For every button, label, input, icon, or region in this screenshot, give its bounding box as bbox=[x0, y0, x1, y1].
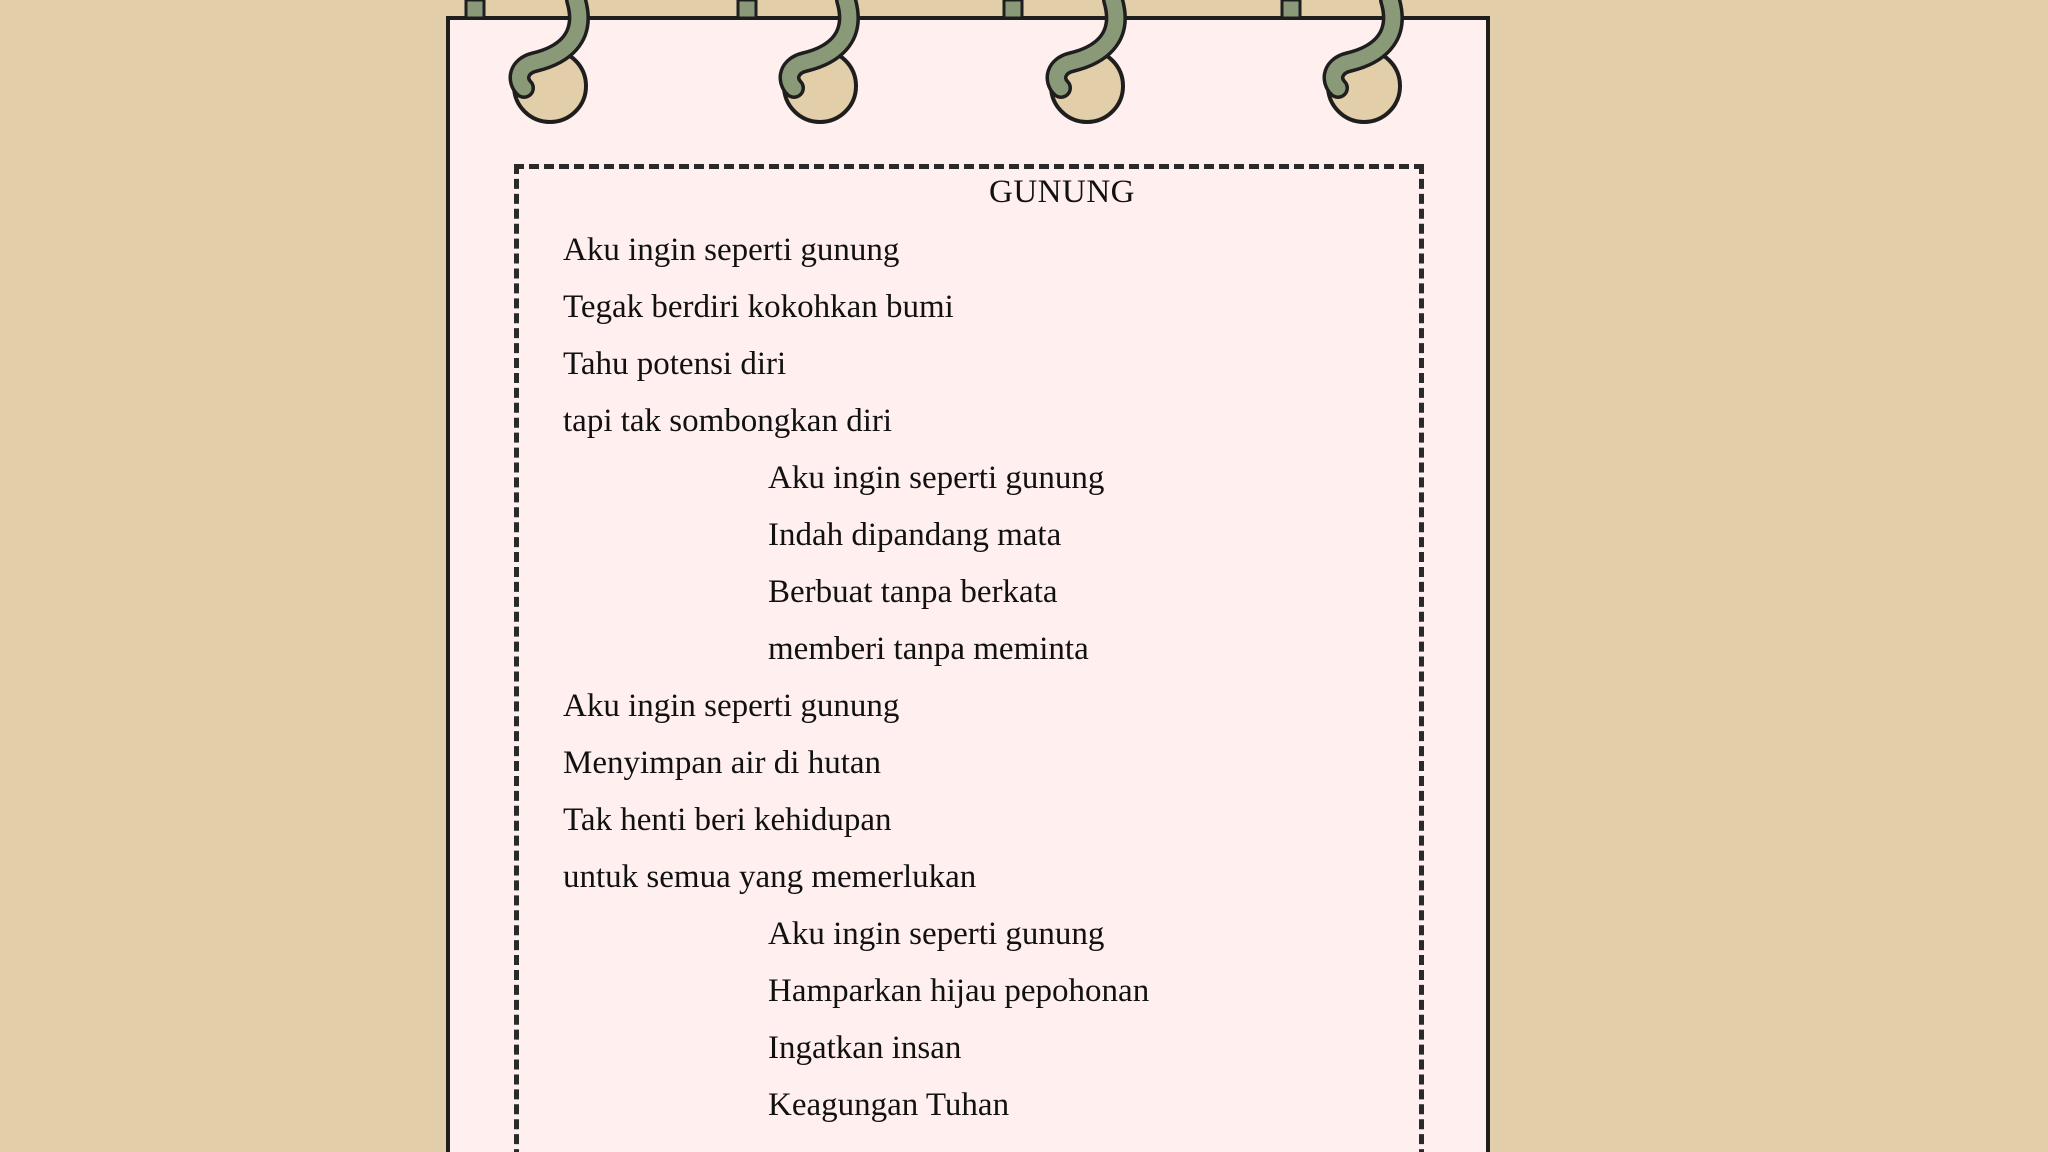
poem-line: Aku ingin seperti gunung bbox=[563, 688, 900, 724]
poem-lines bbox=[563, 226, 1149, 1138]
poem-line: Tahu potensi diri bbox=[563, 346, 787, 382]
poem-line: Tak henti beri kehidupan bbox=[563, 802, 892, 838]
poem-line: Hamparkan hijau pepohonan bbox=[768, 973, 1150, 1009]
poem-line: Ingatkan insan bbox=[768, 1030, 962, 1066]
poem-line: Indah dipandang mata bbox=[768, 517, 1062, 553]
poem-line: Aku ingin seperti gunung bbox=[768, 916, 1105, 952]
poem-line: tapi tak sombongkan diri bbox=[563, 403, 893, 439]
poem-title: GUNUNG bbox=[989, 174, 1135, 210]
poem-line: Aku ingin seperti gunung bbox=[563, 232, 900, 268]
poem-line: untuk semua yang memerlukan bbox=[563, 859, 977, 895]
poem-line: Menyimpan air di hutan bbox=[563, 745, 882, 781]
poem-line: Keagungan Tuhan bbox=[768, 1087, 1010, 1123]
poem-line: Tegak berdiri kokohkan bumi bbox=[563, 289, 954, 325]
poem-line: memberi tanpa meminta bbox=[768, 631, 1089, 667]
poem-line: Aku ingin seperti gunung bbox=[768, 460, 1105, 496]
poem-line: Berbuat tanpa berkata bbox=[768, 574, 1058, 610]
